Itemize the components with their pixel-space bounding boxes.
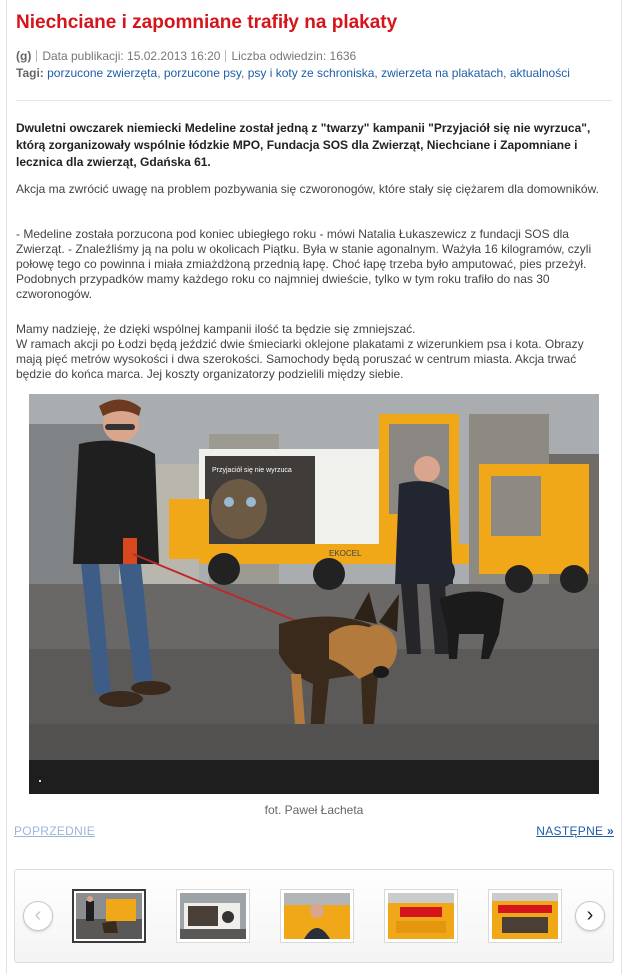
- tag-link[interactable]: zwierzeta na plakatach: [381, 66, 504, 80]
- thumbnail-image: [284, 893, 350, 939]
- divider: [16, 100, 612, 101]
- tag-link[interactable]: porzucone psy: [163, 66, 242, 80]
- publish-date: Data publikacji: 15.02.2013 16:20: [42, 49, 221, 63]
- carousel-thumbnail[interactable]: [488, 889, 562, 943]
- tag-link[interactable]: porzucone zwierzęta: [47, 66, 158, 80]
- next-link[interactable]: [536, 824, 614, 838]
- article-title: Niechciane i zapomniane trafiły na plakaty: [16, 12, 398, 33]
- meta-separator: [225, 50, 226, 62]
- tags-label: Tagi:: [16, 66, 44, 80]
- article-photo[interactable]: [29, 394, 599, 794]
- previous-link[interactable]: POPRZEDNIE: [14, 824, 96, 838]
- article-paragraph: Mamy nadzieję, że dzięki wspólnej kampanii ilość ta będzie się zmniejszać. W ramach akcji po Łodzi będą jeździć dwie śmieciarki oklejone plakatami z wizerunkiem psa i kota. Obrazy mają pięć metrów wysokości i dwa szerokości. Samochody będą poruszać w centrum miasta. Akcja trwać będzie do końca marca. Jej koszty organizatorzy podzielili między siebie.: [16, 322, 584, 381]
- article-meta: [16, 48, 616, 64]
- chevron-left-icon[interactable]: ‹: [23, 901, 53, 931]
- visit-count: Liczba odwiedzin: 1636: [231, 49, 357, 63]
- carousel-thumbnail[interactable]: [384, 889, 458, 943]
- article-lead: Dwuletni owczarek niemiecki Medeline został jedną z "twarzy" kampanii "Przyjaciół się nie wyrzuca", którą zorganizowały wspólnie łódzkie MPO, Fundacja SOS dla Zwierząt, Niechciane i Zapomniane i lecznica dla zwierząt, Gdańska 61.: [16, 121, 591, 169]
- thumbnail-image: [180, 893, 246, 939]
- tag-link[interactable]: aktualności: [509, 66, 570, 80]
- truck-brand: EKOCEL: [329, 549, 362, 558]
- carousel-thumbnail[interactable]: [72, 889, 146, 943]
- tag-list: Tagi: porzucone zwierzęta, porzucone psy, psy i koty ze schroniska, zwierzeta na plakatach, aktualności: [16, 66, 570, 80]
- carousel-thumbnail[interactable]: [176, 889, 250, 943]
- photo-caption: fot. Paweł Łacheta: [264, 803, 364, 817]
- author: (g): [16, 49, 32, 63]
- meta-separator: [36, 50, 37, 62]
- photo-illustration: [29, 394, 599, 794]
- next-label: NASTĘPNE: [536, 824, 604, 838]
- thumbnail-image: [388, 893, 454, 939]
- photo-carousel: [14, 869, 614, 963]
- article-paragraph: - Medeline została porzucona pod koniec ubiegłego roku - mówi Natalia Łukaszewicz z fundacji SOS dla Zwierząt. - Znaleźliśmy ją na polu w okolicach Piątku. Była w stanie agonalnym. Ważyła 16 kilogramów, czyli połowę tego co powinna i miała zmiażdżoną przednią łapę. Choć łapę trzeba było amputować, pies przeżył. Podobnych przypadków mamy każdego roku co najmniej dwieście, tylko w tym roku trafiło do nas 30 czworonogów.: [16, 227, 592, 301]
- tag-link[interactable]: psy i koty ze schroniska: [247, 66, 375, 80]
- carousel-thumbnail[interactable]: [280, 889, 354, 943]
- chevron-right-icon[interactable]: ›: [575, 901, 605, 931]
- photo-bar-dot: [39, 780, 41, 782]
- thumbnail-image: [76, 893, 142, 939]
- thumbnail-image: [492, 893, 558, 939]
- truck-slogan: Przyjaciół się nie wyrzuca: [212, 467, 292, 474]
- next-arrow-icon: »: [607, 824, 614, 838]
- article-paragraph: Akcja ma zwrócić uwagę na problem pozbywania się czworonogów, które stały się ciężarem dla domowników.: [16, 182, 599, 196]
- photo-info-bar: [29, 760, 599, 794]
